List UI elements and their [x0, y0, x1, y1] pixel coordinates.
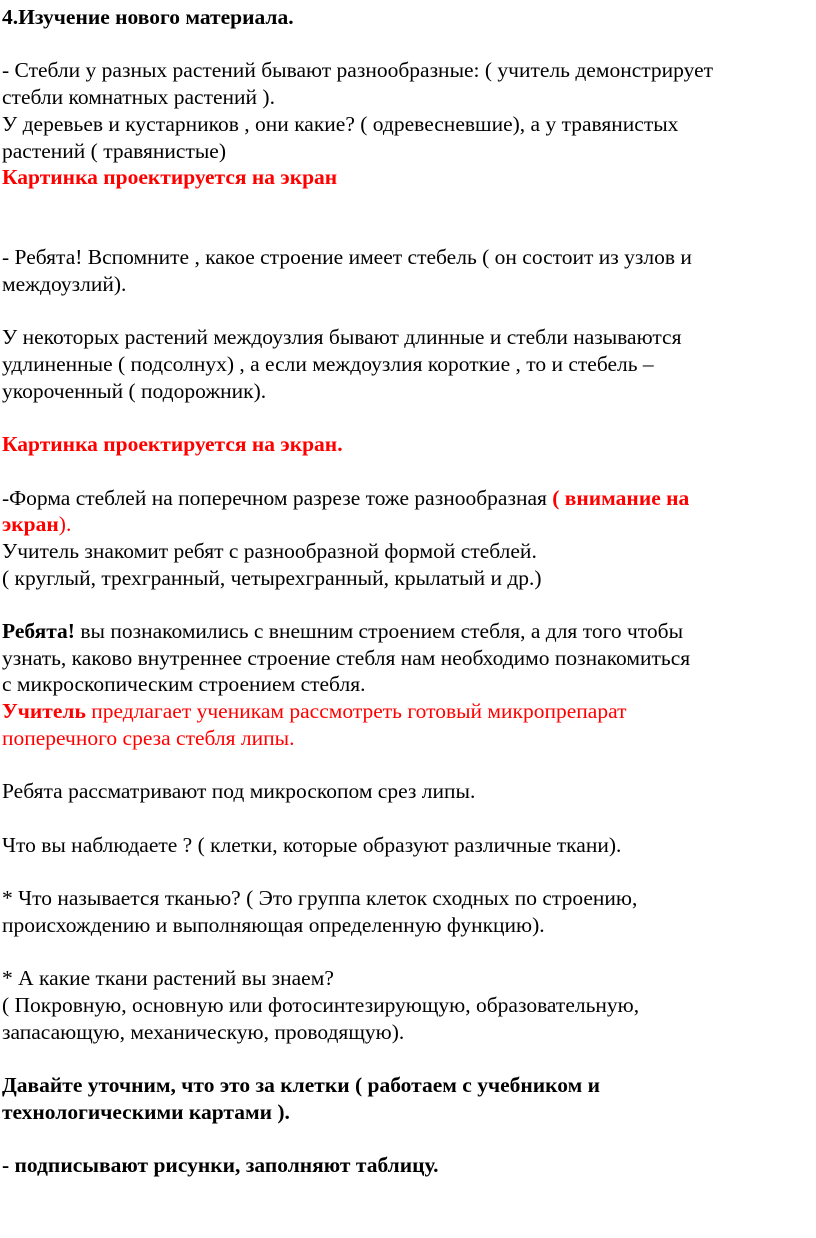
paragraph-text: предлагает ученикам рассмотреть готовый микропрепарат: [85, 699, 627, 724]
paragraph-text: вы познакомились с внешним строением стебля, а для того чтобы: [74, 619, 684, 644]
paragraph-line: [2, 485, 806, 512]
paragraph-line: ( Покровную, основную или фотосинтезирующую, образовательную,: [2, 992, 640, 1017]
paragraph-line: У некоторых растений междоузлия бывают длинные и стебли называются: [2, 325, 682, 350]
section-heading: 4.Изучение нового материала.: [2, 5, 294, 29]
projection-note: Картинка проектируется на экран: [2, 165, 338, 190]
attention-note: экран: [2, 512, 59, 537]
bold-lead: Ребята!: [2, 619, 75, 644]
blank-line: [2, 458, 806, 485]
paragraph-line: растений ( травянистые): [2, 138, 227, 163]
paragraph-text: -Форма стеблей на поперечном разрезе тоже разнообразная: [2, 485, 547, 510]
blank-line: [2, 1045, 806, 1072]
paragraph-line: [2, 511, 806, 538]
paragraph-line: * А какие ткани растений вы знаем?: [2, 966, 334, 991]
paragraph-line: Учитель знакомит ребят с разнообразной формой стеблей.: [2, 538, 537, 563]
paragraph-line: ( круглый, трехгранный, четырехгранный, крылатый и др.): [2, 565, 542, 590]
blank-line: [2, 1125, 806, 1152]
paragraph-text: ).: [58, 512, 72, 537]
blank-line: [2, 591, 806, 618]
blank-line: [2, 298, 806, 325]
paragraph-line: междоузлий).: [2, 272, 127, 296]
paragraph-line: [2, 618, 806, 645]
paragraph-line: поперечного среза стебля липы.: [2, 725, 295, 750]
paragraph-line: * Что называется тканью? ( Это группа клеток сходных по строению,: [2, 886, 638, 911]
paragraph-line: укороченный ( подорожник).: [2, 378, 267, 403]
blank-line: [2, 191, 806, 244]
paragraph-line: Давайте уточним, что это за клетки ( работаем с учебником и: [2, 1072, 601, 1097]
paragraph-line: запасающую, механическую, проводящую).: [2, 1019, 405, 1044]
projection-note: Картинка проектируется на экран.: [2, 432, 343, 457]
attention-note: ( внимание на: [546, 485, 690, 510]
blank-line: [2, 858, 806, 885]
blank-line: [2, 805, 806, 832]
bold-lead: Учитель: [2, 699, 86, 724]
paragraph-line: удлиненные ( подсолнух) , а если междоузлия короткие , то и стебель –: [2, 352, 654, 377]
blank-line: [2, 405, 806, 432]
paragraph-line: - подписывают рисунки, заполняют таблицу.: [2, 1153, 439, 1178]
paragraph-line: - Ребята! Вспомните , какое строение имеет стебель ( он состоит из узлов и: [2, 245, 692, 270]
blank-line: [2, 938, 806, 965]
paragraph-line: с микроскопическим строением стебля.: [2, 672, 366, 697]
paragraph-line: [2, 698, 806, 725]
blank-line: [2, 752, 806, 779]
blank-line: [2, 31, 806, 58]
paragraph-line: узнать, каково внутреннее строение стебля нам необходимо познакомиться: [2, 645, 691, 670]
paragraph-line: стебли комнатных растений ).: [2, 85, 275, 110]
paragraph-line: происхождению и выполняющая определенную функцию).: [2, 912, 545, 937]
paragraph-line: Что вы наблюдаете ? ( клетки, которые образуют различные ткани).: [2, 832, 622, 857]
paragraph-line: У деревьев и кустарников , они какие? ( одревесневшие), а у травянистых: [2, 111, 679, 136]
paragraph-line: технологическими картами ).: [2, 1099, 290, 1124]
paragraph-line: Ребята рассматривают под микроскопом срез липы.: [2, 779, 476, 804]
paragraph-line: - Стебли у разных растений бывают разнообразные: ( учитель демонстрирует: [2, 58, 714, 83]
